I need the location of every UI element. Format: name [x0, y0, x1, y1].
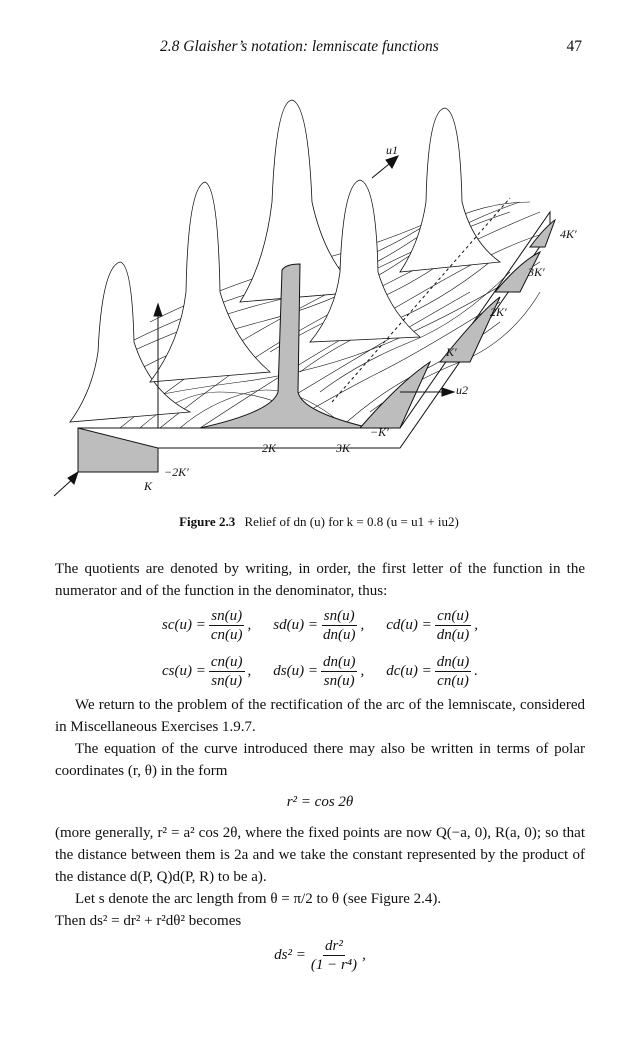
caption-label: Figure 2.3: [179, 514, 236, 529]
paragraph-2: We return to the problem of the rectification of the arc of the lemniscate, considered in Miscellaneous Exercises 1.9.7.: [55, 697, 585, 735]
label-Kp: K′: [446, 345, 457, 359]
caption-text: Relief of dn (u) for k = 0.8 (u = u1 + iu2): [244, 514, 459, 529]
body-text: [55, 558, 585, 978]
page-number: 47: [566, 38, 582, 55]
label-u1: u1: [386, 143, 398, 157]
paragraph-4: (more generally, r² = a² cos 2θ, where the fixed points are now Q(−a, 0), R(a, 0); so that the distance between them is 2a and we take the constant represented by the product of the distance d(P, Q)d(P, R) to be a).: [55, 825, 585, 885]
label-3Kp: 3K′: [528, 265, 545, 279]
eq-sd: sd(u) = $\frac{sn(u)}{dn(u)}$ ,: [273, 607, 365, 643]
equation-row-2: [55, 648, 585, 694]
figure-relief-dn: [40, 92, 600, 504]
label-3K: 3K: [336, 441, 351, 455]
figure-caption: [0, 514, 638, 530]
paragraph-3: The equation of the curve introduced there may also be written in terms of polar coordinates (r, θ) in the form: [55, 741, 585, 779]
label-negKp: −K′: [370, 425, 389, 439]
equation-polar: r² = cos 2θ: [286, 794, 354, 810]
paragraph-6: Then ds² = dr² + r²dθ² becomes: [55, 913, 242, 929]
eq-ds: ds(u) = $\frac{dn(u)}{sn(u)}$ ,: [273, 653, 365, 689]
eq-cd: cd(u) = $\frac{cn(u)}{dn(u)}$ ,: [386, 607, 478, 643]
label-4Kp: 4K′: [560, 227, 577, 241]
eq-sc: sc(u) = $\frac{sn(u)}{cn(u)}$ ,: [162, 607, 252, 643]
paragraph-5: Let s denote the arc length from θ = π/2 to θ (see Figure 2.4).: [75, 891, 442, 907]
equation-row-1: [55, 602, 585, 648]
running-title: 2.8 Glaisher’s notation: lemniscate functions: [160, 38, 439, 55]
label-u2: u2: [456, 383, 468, 397]
running-header: [0, 38, 638, 60]
label-neg2Kp: −2K′: [164, 465, 189, 479]
eq-cs: cs(u) = $\frac{cn(u)}{sn(u)}$ ,: [162, 653, 252, 689]
paragraph-1: The quotients are denoted by writing, in order, the first letter of the function in the numerator and of the function in the denominator, thus:: [55, 561, 585, 599]
equation-ds: ds² = $\frac{\text{dr²}}{\text{(1 − r⁴)}}$ ,: [274, 937, 366, 973]
label-2Kp: 2K′: [490, 305, 507, 319]
label-K: K: [144, 479, 153, 493]
label-2K: 2K: [262, 441, 277, 455]
eq-dc: dc(u) = $\frac{dn(u)}{cn(u)}$ .: [386, 653, 478, 689]
relief-plot: [40, 92, 600, 504]
